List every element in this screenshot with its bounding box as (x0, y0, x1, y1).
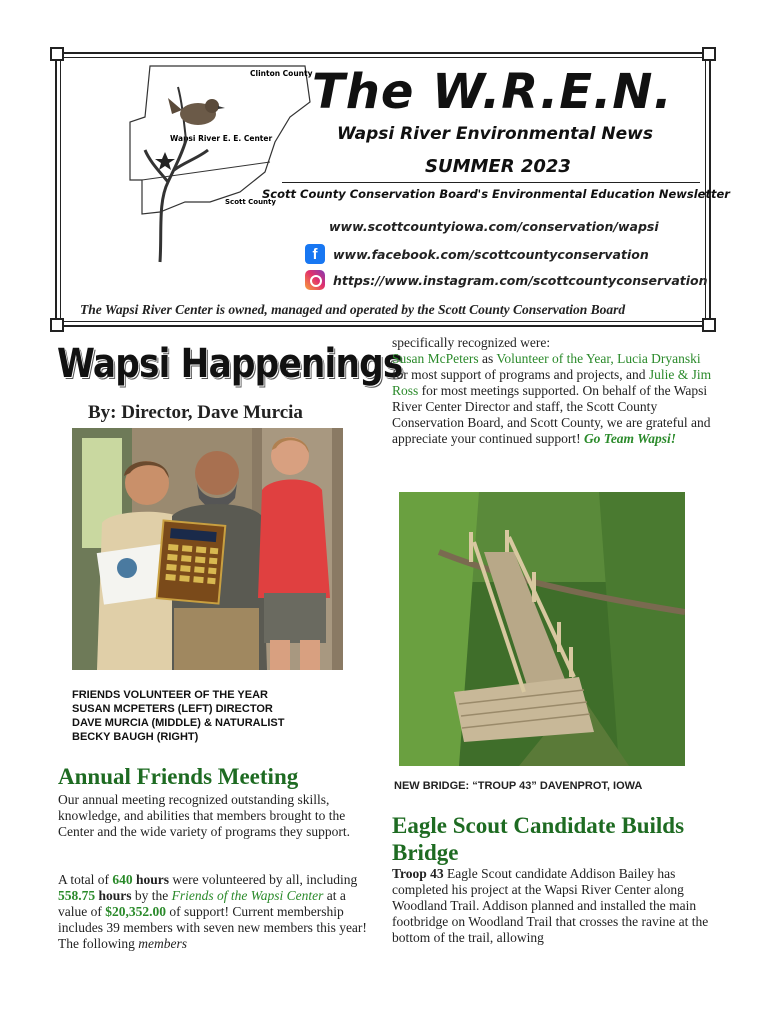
instagram-url: https://www.instagram.com/scottcountyconservation (333, 272, 708, 288)
volunteer-award-photo (72, 428, 343, 670)
facebook-link[interactable] (305, 244, 649, 264)
caption-line: DAVE MURCIA (MIDDLE) & NATURALIST (72, 717, 285, 729)
troop-number: Troop 43 (392, 866, 444, 881)
friends-of-wapsi-name: Friends of the Wapsi Center (171, 888, 324, 903)
instagram-icon (305, 270, 325, 290)
masthead (55, 52, 730, 327)
issue-season: SUMMER 2023 (425, 156, 571, 177)
map-label-scott: Scott County (225, 198, 276, 206)
section-heading-eagle-scout: Eagle Scout Candidate Builds Bridge (392, 813, 685, 865)
friends-volunteer-hours: 558.75 (58, 888, 96, 903)
photo-caption-bridge: NEW BRIDGE: “TROUP 43” DAVENPROT, IOWA (394, 780, 643, 792)
newsletter-subtitle: Wapsi River Environmental News (337, 124, 653, 144)
corner-ornament (50, 318, 64, 332)
caption-line: BECKY BAUGH (RIGHT) (72, 731, 199, 743)
map-label-center: Wapsi River E. E. Center (170, 134, 273, 143)
volunteer-hours-total: 640 (112, 872, 133, 887)
section-heading-wapsi-happenings: Wapsi Happenings (57, 341, 403, 387)
annual-meeting-paragraph-2: A total of 640 hours were volunteered by all, including 558.75 hours by the Friends of the Wapsi Center at a value of $20,352.00 of support! Current membership includes 39 members with seven new members this year! The following members (58, 872, 367, 951)
footbridge-photo (399, 492, 685, 766)
section-heading-annual-friends-meeting: Annual Friends Meeting (58, 764, 299, 789)
facebook-icon: f (305, 244, 325, 264)
volunteer-of-year: Volunteer of the Year, Lucia Dryanski (496, 351, 701, 366)
name-susan-mcpeters: Susan McPeters (392, 351, 479, 366)
newsletter-description: Scott County Conservation Board's Environmental Education Newsletter (262, 187, 730, 201)
star-icon (155, 152, 175, 170)
corner-ornament (50, 47, 64, 61)
recognition-paragraph: specifically recognized were: Susan McPeters as Volunteer of the Year, Lucia Dryanski for most support of programs and projects, and Julie & Jim Ross for most meetings supported. On behalf of the Wapsi River Center Director and staff, the Scott County Conservation Board, and Scott County, we are grateful and appreciate your continued support! Go Team Wapsi! (392, 335, 712, 446)
corner-ornament (702, 47, 716, 61)
byline: By: Director, Dave Murcia (88, 402, 303, 423)
name-ross: Julie & Jim Ross (392, 367, 712, 398)
go-team-wapsi: Go Team Wapsi! (583, 431, 676, 446)
map-label-clinton: Clinton County (250, 69, 313, 78)
eagle-scout-paragraph: Troop 43 Eagle Scout candidate Addison Bailey has completed his project at the Wapsi River Center along Woodland Trail. Addison planned and installed the main footbridge on Woodland Trail that crosses the ravine at the bottom of the trail, allowing (392, 866, 709, 945)
photo-caption-volunteer (72, 688, 284, 744)
corner-ornament (702, 318, 716, 332)
instagram-link[interactable] (305, 270, 708, 290)
annual-meeting-paragraph-1: Our annual meeting recognized outstanding skills, knowledge, and abilities that members brought to the Center and the wide variety of programs they support. (58, 792, 351, 839)
facebook-url: www.facebook.com/scottcountyconservation (333, 246, 649, 262)
caption-line: FRIENDS VOLUNTEER OF THE YEAR (72, 689, 268, 701)
support-value: $20,352.00 (105, 904, 166, 919)
masthead-divider (282, 182, 700, 183)
county-map-illustration (90, 62, 330, 267)
website-link[interactable]: www.scottcountyiowa.com/conservation/wapsi (329, 219, 659, 234)
caption-line: SUSAN MCPETERS (LEFT) DIRECTOR (72, 703, 273, 715)
ownership-statement: The Wapsi River Center is owned, managed and operated by the Scott County Conservation Board (80, 302, 626, 317)
newsletter-title: The W.R.E.N. (312, 64, 673, 120)
